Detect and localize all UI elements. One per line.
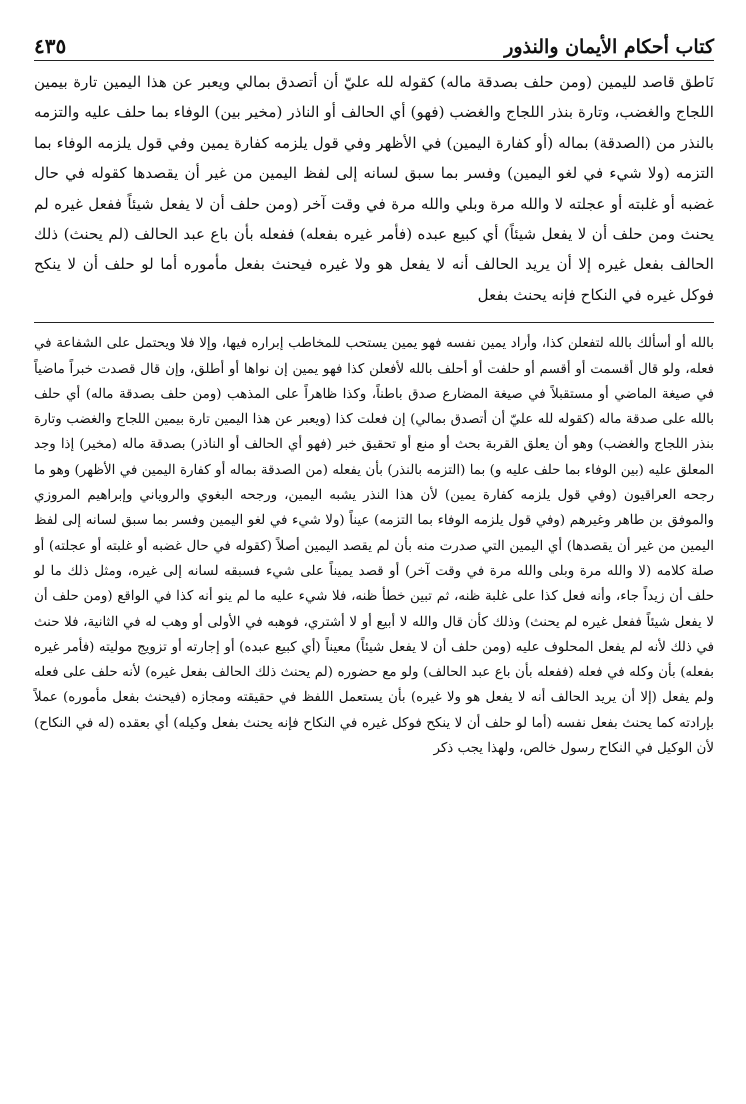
book-page: [34, 28, 714, 1088]
header-rule: [34, 60, 714, 61]
commentary-block: [34, 331, 714, 761]
book-section-title: كتاب أحكام الأيمان والنذور: [504, 36, 714, 58]
main-text-block: [34, 67, 714, 310]
running-header: [34, 28, 714, 58]
page-number: ٤٣٥: [34, 34, 67, 58]
commentary-paragraph: بالله أو أسألك بالله لتفعلن كذا، وأراد يمين نفسه فهو يمين يستحب للمخاطب إبراره فيها، وإلا فلا ويحتمل على الشفاعة في فعله، ولو قال أقسمت أو أقسم أو حلفت أو أحلف بالله لأفعلن كذا فهو يمين إن نواها أو أطلق، وإن قال قصدت خبراً ماضياً في صيغة الماضي أو مستقبلاً في صيغة المضارع صدق باطناً، وكذا ظاهراً على المذهب (ومن حلف بصدقة ماله) أي حلف بالله على صدقة ماله (كقوله لله عليّ أن أتصدق بمالي) إن فعلت كذا (ويعبر عن هذا اليمين تارة بيمين اللجاج والغضب وتارة بنذر اللجاج والغضب) وهو أن يعلق القربة بحث أو منع أو تحقيق خبر (فهو أي الحالف أو الناذر) بصدقة ماله (مخير) إذا وجد المعلق عليه (بين الوفاء بما حلف عليه و) بما (التزمه بالنذر) بأن يفعله (من الصدقة بماله أو كفارة اليمين في الأظهر) وهو ما رجحه العراقيون (وفي قول يلزمه كفارة يمين) لأن هذا النذر يشبه اليمين، ورجحه البغوي والروياني وإبراهيم المروزي والموفق بن طاهر وغيرهم (وفي قول يلزمه الوفاء بما التزمه) عيناً (ولا شيء في لغو اليمين وفسر بما سبق لسانه إلى لفظ اليمين من غير أن يقصدها) أي اليمين التي صدرت منه بأن لم يقصد اليمين أصلاً (كقوله في حال غضبه أو غلبته أو عجلته) أو صلة كلامه (لا والله مرة وبلى والله مرة في وقت آخر) أو قصد يميناً على شيء فسبقه لسانه إلى غيره، ومثل ذلك ما لو حلف أن زيداً جاء، وأنه فعل كذا على غلبة ظنه، ثم تبين خطأ ظنه، فلا شيء عليه ما لم ينو أنه كذا في الواقع (ومن حلف أن لا يفعل شيئاً ففعل غيره لم يحنث) وذلك كأن قال والله لا أبيع أو لا أشتري، فوهبه في الأولى أو وهب له في الثانية، فلا حنث في ذلك لأنه لم يفعل المحلوف عليه (ومن حلف أن لا يفعل شيئاً) معيناً (أي كبيع عبده) أو إجارته أو تزويج موليته (فأمر غيره بفعله) بأن وكله في فعله (ففعله بأن باع عبد الحالف) ولو مع حضوره (لم يحنث ذلك الحالف بفعل غيره) لأنه حلف على فعله ولم يفعل (إلا أن يريد الحالف أنه لا يفعل هو ولا غيره) بأن يستعمل اللفظ في حقيقته ومجازه (فيحنث بفعل مأموره) عملاً بإرادته كما يحنث بفعل نفسه (أما لو حلف أن لا ينكح فوكل غيره في النكاح فإنه يحنث بفعل وكيله) أي بعقده (له في النكاح) لأن الوكيل في النكاح رسول خالص، ولهذا يجب ذكر: [34, 336, 714, 756]
main-paragraph: نَاطق قاصد لليمين (ومن حلف بصدقة ماله) كقوله لله عليّ أن أتصدق بمالي ويعبر عن هذا اليمين تارة بيمين اللجاج والغضب، وتارة بنذر اللجاج والغضب (فهو) أي الحالف أو الناذر (مخير بين) الوفاء بما حلف عليه والتزمه بالنذر من (الصدقة) بماله (أو كفارة اليمين) في الأظهر وفي قول يلزمه كفارة يمين وفي قول يلزمه الوفاء بما التزمه (ولا شيء في لغو اليمين) وفسر بما سبق لسانه إلى لفظ اليمين من غير أن يقصدها كقوله في حال غضبه أو غلبته أو عجلته لا والله مرة وبلي والله مرة في وقت آخر (ومن حلف أن لا يفعل شيئاً ففعل غيره لم يحنث ومن حلف أن لا يفعل شيئاً) أي كبيع عبده (فأمر غيره بفعله) ففعله بأن باع عبد الحالف (لم يحنث) ذلك الحالف بفعل غيره إلا أن يريد الحالف أنه لا يفعل هو ولا غيره فيحنث بفعل مأموره أما لو حلف أن لا ينكح فوكل غيره في النكاح فإنه يحنث بفعل: [34, 73, 714, 304]
footnote-divider: [34, 322, 714, 323]
